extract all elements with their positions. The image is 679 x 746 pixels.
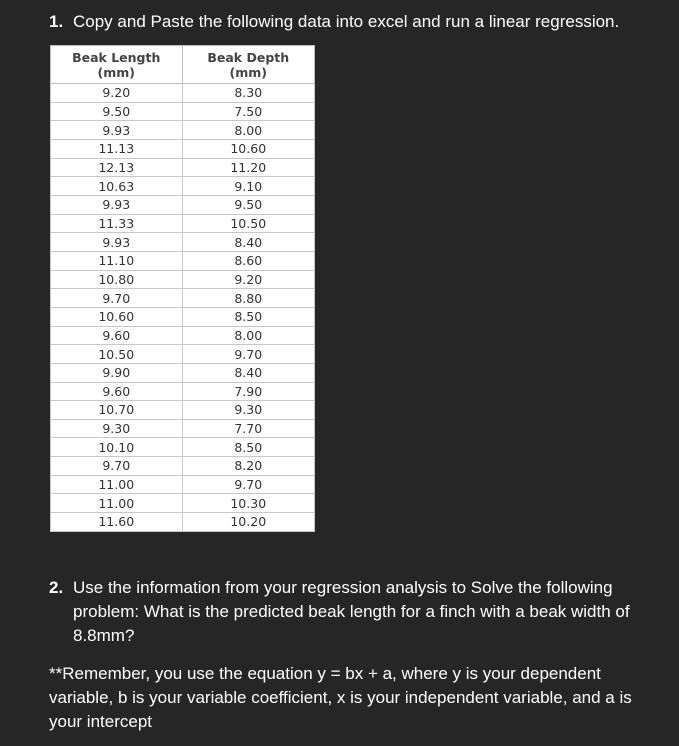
cell-beak-depth: 7.50 — [182, 102, 314, 121]
cell-beak-depth: 9.30 — [182, 401, 314, 420]
cell-beak-depth: 9.10 — [182, 177, 314, 196]
remember-note: **Remember, you use the equation y = bx + a, where y is your dependent variable, b is your variable coefficient, x is your independent variable, and a is your intercept — [49, 664, 632, 731]
table-row — [51, 270, 315, 289]
table-row — [51, 401, 315, 420]
table-row — [51, 326, 315, 345]
table-row — [51, 251, 315, 270]
cell-beak-depth: 10.30 — [182, 494, 314, 513]
cell-beak-length: 10.60 — [51, 307, 183, 326]
cell-beak-depth: 9.70 — [182, 345, 314, 364]
cell-beak-depth: 10.60 — [182, 139, 314, 158]
question-1-number: 1. — [49, 12, 64, 31]
cell-beak-depth: 8.00 — [182, 121, 314, 140]
beak-data-table — [50, 45, 315, 532]
cell-beak-depth: 9.70 — [182, 475, 314, 494]
cell-beak-depth: 8.80 — [182, 289, 314, 308]
cell-beak-depth: 8.40 — [182, 233, 314, 252]
cell-beak-depth: 10.50 — [182, 214, 314, 233]
cell-beak-length: 9.93 — [51, 195, 183, 214]
question-2-number: 2. — [49, 578, 64, 597]
cell-beak-length: 9.70 — [51, 457, 183, 476]
table-row — [51, 513, 315, 532]
cell-beak-depth: 8.20 — [182, 457, 314, 476]
cell-beak-depth: 7.90 — [182, 382, 314, 401]
cell-beak-length: 10.50 — [51, 345, 183, 364]
table-row — [51, 233, 315, 252]
cell-beak-length: 10.10 — [51, 438, 183, 457]
table-row — [51, 363, 315, 382]
cell-beak-length: 9.93 — [51, 121, 183, 140]
cell-beak-length: 11.33 — [51, 214, 183, 233]
cell-beak-depth: 8.30 — [182, 84, 314, 103]
cell-beak-length: 10.80 — [51, 270, 183, 289]
cell-beak-depth: 8.00 — [182, 326, 314, 345]
table-row — [51, 457, 315, 476]
cell-beak-length: 11.60 — [51, 513, 183, 532]
table-row — [51, 121, 315, 140]
cell-beak-length: 9.93 — [51, 233, 183, 252]
table-row — [51, 382, 315, 401]
table-row — [51, 475, 315, 494]
cell-beak-depth: 9.20 — [182, 270, 314, 289]
table-row — [51, 289, 315, 308]
header-beak-depth-line1: Beak Depth — [207, 49, 290, 65]
cell-beak-length: 11.00 — [51, 475, 183, 494]
table-row — [51, 494, 315, 513]
header-beak-length-line1: Beak Length — [72, 49, 161, 65]
cell-beak-depth: 10.20 — [182, 513, 314, 532]
cell-beak-length: 9.60 — [51, 382, 183, 401]
cell-beak-length: 9.30 — [51, 419, 183, 438]
cell-beak-length: 12.13 — [51, 158, 183, 177]
cell-beak-length: 10.70 — [51, 401, 183, 420]
cell-beak-length: 11.13 — [51, 139, 183, 158]
cell-beak-length: 9.20 — [51, 84, 183, 103]
question-2-text: Use the information from your regression analysis to Solve the following problem: What is the predicted beak length for a finch with a beak width of 8.8mm? — [73, 578, 630, 645]
cell-beak-length: 9.90 — [51, 363, 183, 382]
cell-beak-length: 9.60 — [51, 326, 183, 345]
table-body — [51, 84, 315, 532]
cell-beak-length: 9.70 — [51, 289, 183, 308]
cell-beak-length: 9.50 — [51, 102, 183, 121]
table-row — [51, 102, 315, 121]
cell-beak-depth: 7.70 — [182, 419, 314, 438]
cell-beak-depth: 9.50 — [182, 195, 314, 214]
table-row — [51, 307, 315, 326]
cell-beak-depth: 8.50 — [182, 307, 314, 326]
table-row — [51, 158, 315, 177]
cell-beak-depth: 8.40 — [182, 363, 314, 382]
header-beak-depth-line2: (mm) — [229, 64, 267, 80]
table-row — [51, 438, 315, 457]
table-row — [51, 214, 315, 233]
cell-beak-depth: 8.50 — [182, 438, 314, 457]
table-row — [51, 139, 315, 158]
table-row — [51, 195, 315, 214]
cell-beak-length: 11.00 — [51, 494, 183, 513]
header-beak-depth — [182, 46, 314, 84]
table-row — [51, 84, 315, 103]
cell-beak-length: 10.63 — [51, 177, 183, 196]
header-beak-length-line2: (mm) — [97, 64, 135, 80]
cell-beak-length: 11.10 — [51, 251, 183, 270]
header-beak-length — [51, 46, 183, 84]
table-row — [51, 345, 315, 364]
cell-beak-depth: 11.20 — [182, 158, 314, 177]
table-row — [51, 177, 315, 196]
question-1-text: Copy and Paste the following data into excel and run a linear regression. — [73, 12, 620, 31]
table-header-row — [51, 46, 315, 84]
table-row — [51, 419, 315, 438]
question-1 — [49, 11, 619, 33]
cell-beak-depth: 8.60 — [182, 251, 314, 270]
question-2 — [49, 576, 659, 648]
